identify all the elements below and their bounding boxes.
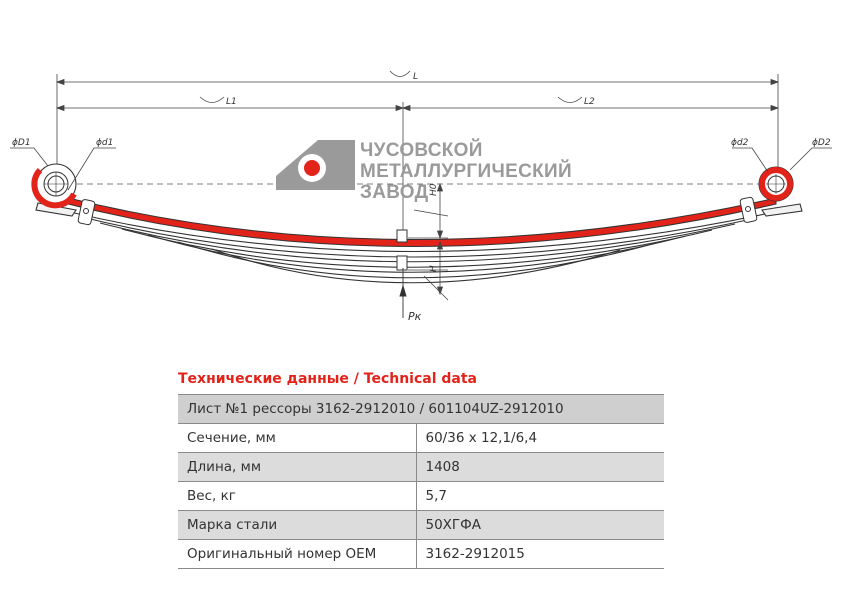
chmz-logo-icon bbox=[276, 140, 355, 190]
load-arrow bbox=[400, 268, 406, 318]
spec-value: 5,7 bbox=[416, 482, 664, 511]
table-header-cell: Лист №1 рессоры 3162-2912010 / 601104UZ-2912010 bbox=[178, 395, 664, 424]
technical-data-title: Технические данные / Technical data bbox=[178, 371, 478, 387]
label-d1-inner: ϕd1 bbox=[96, 138, 114, 148]
dim-label-l2: L2 bbox=[584, 97, 595, 107]
spec-value: 3162-2912015 bbox=[416, 540, 664, 569]
dim-label-l: L bbox=[413, 72, 419, 82]
second-leaf-ends bbox=[36, 203, 802, 216]
spec-label: Оригинальный номер OEM bbox=[178, 540, 416, 569]
table-row bbox=[178, 540, 664, 569]
spec-value: 50ХГФА bbox=[416, 511, 664, 540]
load-label-pk: Pк bbox=[408, 310, 422, 323]
logo-line-1: ЧУСОВСКОЙ bbox=[360, 140, 483, 161]
table-row bbox=[178, 453, 664, 482]
label-d2-inner: ϕd2 bbox=[731, 138, 749, 148]
spec-value: 1408 bbox=[416, 453, 664, 482]
label-d1-outer: ϕD1 bbox=[12, 138, 31, 148]
spec-value: 60/36 x 12,1/6,4 bbox=[416, 424, 664, 453]
center-bolt bbox=[397, 230, 407, 270]
dim-label-h: H bbox=[429, 265, 439, 272]
table-row bbox=[178, 482, 664, 511]
logo-line-3: ЗАВОД bbox=[360, 182, 429, 203]
table-header-row bbox=[178, 395, 664, 424]
dim-label-l1: L1 bbox=[226, 97, 237, 107]
right-eye bbox=[759, 167, 793, 201]
technical-data-table bbox=[178, 394, 664, 569]
dim-label-h0: H0 bbox=[429, 183, 439, 196]
spec-label: Сечение, мм bbox=[178, 424, 416, 453]
table-row bbox=[178, 424, 664, 453]
spec-label: Марка стали bbox=[178, 511, 416, 540]
logo-line-2: МЕТАЛЛУРГИЧЕСКИЙ bbox=[360, 161, 572, 182]
main-leaf bbox=[60, 196, 776, 247]
label-d2-outer: ϕD2 bbox=[812, 138, 831, 148]
spec-label: Вес, кг bbox=[178, 482, 416, 511]
spec-label: Длина, мм bbox=[178, 453, 416, 482]
left-eye bbox=[34, 164, 76, 205]
table-row bbox=[178, 511, 664, 540]
